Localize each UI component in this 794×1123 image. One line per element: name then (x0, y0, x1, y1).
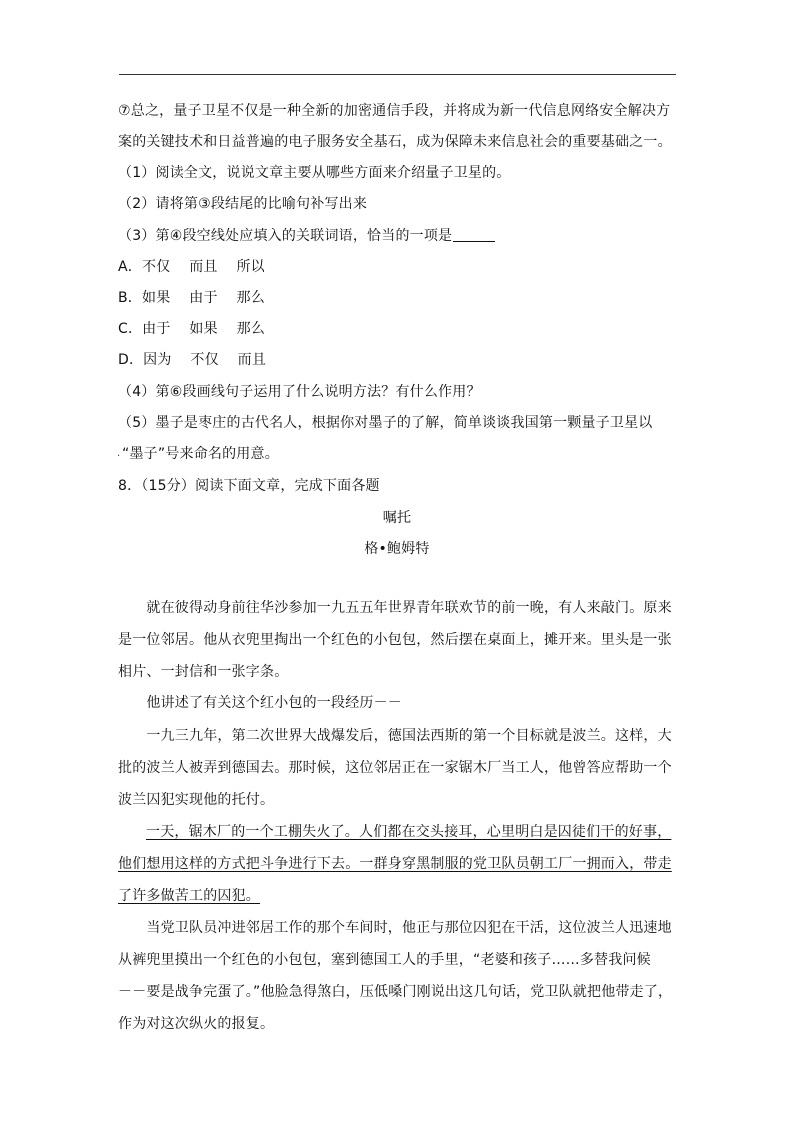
story-line: 就在彼得动身前往华沙参加一九五五年世界青年联欢节的前一晚，有人来敲门。原来 (118, 600, 672, 616)
question-3-text: （3）第④段空线处应填入的关联词语，恰当的一项是 (118, 228, 453, 244)
story-line: 是一位邻居。他从衣兜里掏出一个红色的小包包，然后摆在桌面上，摊开来。里头是一张 (118, 632, 672, 648)
underlined-sentence-line-3: 了许多做苦工的囚犯。 (118, 888, 260, 904)
header-rule (119, 74, 676, 75)
question-1: （1）阅读全文，说说文章主要从哪些方面来介绍量子卫星的。 (118, 165, 511, 181)
option-c: C．由于 如果 那么 (118, 321, 266, 337)
question-5-line-1: （5）墨子是枣庄的古代名人，根据你对墨子的了解，简单谈谈我国第一颗量子卫星以 (118, 415, 653, 431)
story-line: 批的波兰人被弄到德国去。那时候，这位邻居正在一家锯木厂当工人，他曾答应帮助一个 (118, 760, 672, 776)
story-title: 嘱托 (382, 510, 412, 526)
question-2: （2）请将第③段结尾的比喻句补写出来 (118, 196, 368, 212)
question-5-line-2: “墨子”号来命名的用意。 (122, 446, 279, 462)
question-4: （4）第⑥段画线句子运用了什么说明方法？有什么作用？ (118, 384, 481, 400)
option-a: A．不仅 而且 所以 (118, 259, 265, 275)
story-line: 作为对这次纵火的报复。 (118, 1016, 275, 1032)
answer-blank (453, 227, 495, 242)
underlined-sentence-line-1: 一天，锯木厂的一个工棚失火了。人们都在交头接耳，心里明白是囚徒们干的好事， (146, 824, 672, 840)
story-line: 波兰囚犯实现他的托付。 (118, 792, 275, 808)
story-line: 当党卫队员冲进邻居工作的那个车间时，他正与那位囚犯在干活，这位波兰人迅速地 (118, 920, 672, 936)
question-3 (118, 226, 495, 246)
underlined-sentence-line-2: 他们想用这样的方式把斗争进行下去。一群身穿黑制服的党卫队员朝工厂一拥而入，带走 (118, 856, 672, 872)
paragraph-7-line-1: ⑦总之，量子卫星不仅是一种全新的加密通信手段，并将成为新一代信息网络安全解决方 (118, 103, 671, 119)
story-line: 他讲述了有关这个红小包的一段经历－－ (118, 695, 402, 711)
story-line: 从裤兜里摸出一个红色的小包包，塞到德国工人的手里，“老婆和孩子……多替我问候 (118, 952, 651, 968)
story-author: 格•鲍姆特 (364, 541, 430, 557)
story-line: －－要是战争完蛋了。”他脸急得煞白，压低嗓门刚说出这几句话，党卫队就把他带走了， (118, 984, 673, 1000)
option-b: B．如果 由于 那么 (118, 290, 265, 306)
paragraph-7-line-2: 案的关键技术和日益普遍的电子服务安全基石，成为保障未来信息社会的重要基础之一。 (118, 134, 672, 150)
question-8-heading: 8．（15分）阅读下面文章，完成下面各题 (118, 478, 380, 494)
story-line: 相片、一封信和一张字条。 (118, 664, 289, 680)
story-line: 一九三九年，第二次世界大战爆发后，德国法西斯的第一个目标就是波兰。这样，大 (118, 728, 672, 744)
option-d: D．因为 不仅 而且 (118, 352, 267, 368)
margin-dot: . (117, 448, 121, 459)
